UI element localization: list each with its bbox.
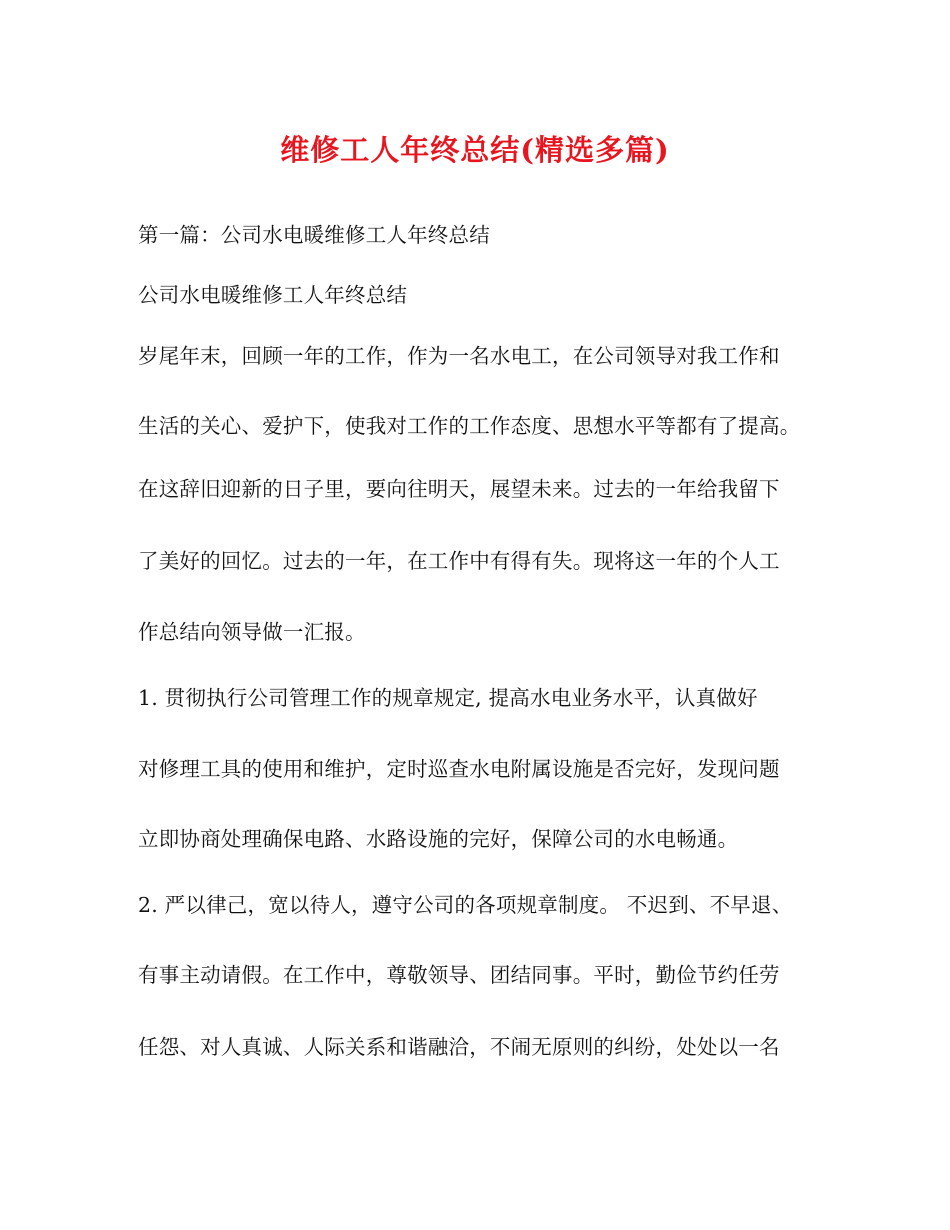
- section-heading-1: 第一篇：公司水电暖维修工人年终总结: [138, 223, 490, 247]
- paragraph-line: 作总结向领导做一汇报。: [138, 620, 366, 644]
- list-item-line: 2. 严以律己，宽以待人，遵守公司的各项规章制度。 不迟到、不早退、: [138, 893, 793, 917]
- list-item-line: 1. 贯彻执行公司管理工作的规章规定, 提高水电业务水平，认真做好: [138, 686, 758, 710]
- document-title: 维修工人年终总结(精选多篇): [280, 133, 670, 167]
- paragraph-line: 对修理工具的使用和维护，定时巡查水电附属设施是否完好，发现问题: [138, 757, 780, 781]
- paragraph-line: 了美好的回忆。过去的一年，在工作中有得有失。现将这一年的个人工: [138, 549, 780, 573]
- paragraph-line: 任怨、对人真诚、人际关系和谐融洽，不闹无原则的纠纷，处处以一名: [138, 1035, 780, 1059]
- paragraph-line: 岁尾年末，回顾一年的工作，作为一名水电工，在公司领导对我工作和: [138, 344, 780, 368]
- paragraph-line: 立即协商处理确保电路、水路设施的完好，保障公司的水电畅通。: [138, 827, 739, 851]
- article-heading: 公司水电暖维修工人年终总结: [138, 283, 408, 307]
- paragraph-line: 有事主动请假。在工作中，尊敬领导、团结同事。平时，勤俭节约任劳: [138, 963, 780, 987]
- paragraph-line: 在这辞旧迎新的日子里，要向往明天，展望未来。过去的一年给我留下: [138, 477, 780, 501]
- paragraph-line: 生活的关心、爱护下，使我对工作的工作态度、思想水平等都有了提高。: [138, 414, 801, 438]
